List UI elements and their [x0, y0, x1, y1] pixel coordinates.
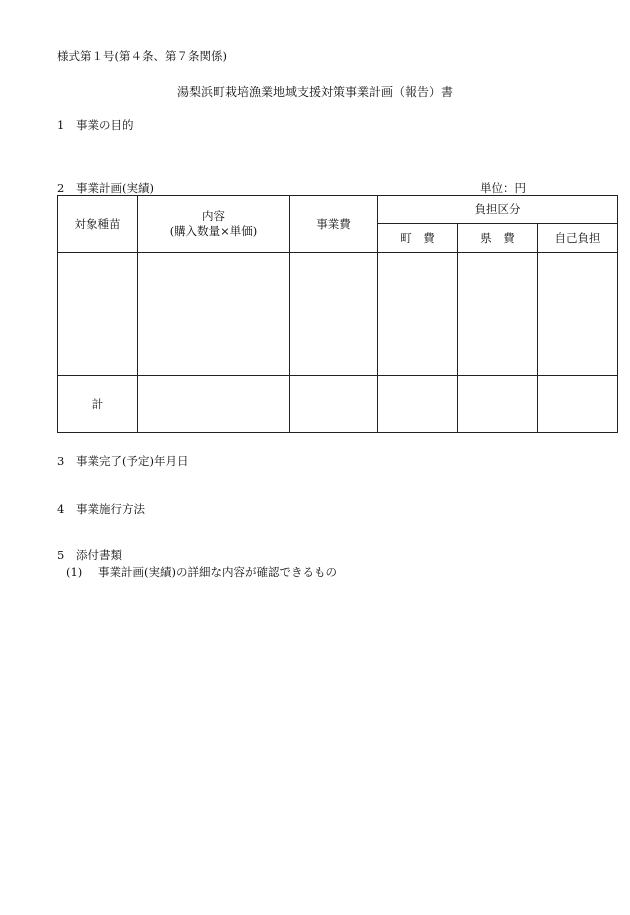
- section-number: 4: [57, 502, 65, 516]
- total-content[interactable]: [138, 376, 290, 433]
- table-row: [58, 253, 618, 376]
- total-label: 計: [58, 376, 138, 433]
- total-town[interactable]: [378, 376, 458, 433]
- unit-label: 単位：円: [480, 181, 526, 195]
- section-3-heading: [57, 453, 188, 469]
- header-project-cost: 事業費: [290, 196, 378, 253]
- total-prefecture[interactable]: [458, 376, 538, 433]
- total-cost[interactable]: [290, 376, 378, 433]
- section-number: 2: [57, 181, 65, 195]
- header-town-cost: 町 費: [378, 224, 458, 253]
- document-title: 湯梨浜町栽培漁業地域支援対策事業計画（報告）書: [176, 85, 453, 99]
- attachment-item: [66, 564, 337, 580]
- section-number: 3: [57, 454, 65, 468]
- cell-cost[interactable]: [290, 253, 378, 376]
- cell-prefecture[interactable]: [458, 253, 538, 376]
- header-cost-share: 負担区分: [378, 196, 618, 224]
- form-number: 様式第１号(第４条、第７条関係): [57, 49, 227, 63]
- section-label: 事業完了(予定)年月日: [76, 454, 189, 468]
- plan-table: [57, 195, 618, 433]
- header-self-burden: 自己負担: [538, 224, 618, 253]
- attachment-item-number: (1): [66, 565, 83, 579]
- section-number: 5: [57, 548, 65, 562]
- section-label: 事業施行方法: [76, 502, 145, 516]
- header-content-line2: (購入数量×単価): [169, 224, 258, 238]
- cell-species[interactable]: [58, 253, 138, 376]
- cell-self[interactable]: [538, 253, 618, 376]
- section-number: 1: [57, 118, 65, 132]
- section-label: 事業の目的: [76, 118, 134, 132]
- header-prefecture-cost: 県 費: [458, 224, 538, 253]
- section-1-heading: [57, 117, 134, 133]
- section-4-heading: [57, 501, 145, 517]
- header-content-line1: 内容: [202, 209, 225, 223]
- header-content: [138, 196, 290, 253]
- attachment-item-text: 事業計画(実績)の詳細な内容が確認できるもの: [98, 565, 337, 579]
- cell-content[interactable]: [138, 253, 290, 376]
- section-label: 添付書類: [76, 548, 122, 562]
- cell-town[interactable]: [378, 253, 458, 376]
- header-target-species: 対象種苗: [58, 196, 138, 253]
- section-2-heading: [57, 180, 154, 196]
- section-label: 事業計画(実績): [76, 181, 154, 195]
- total-self[interactable]: [538, 376, 618, 433]
- total-row: [58, 376, 618, 433]
- section-5-heading: [57, 547, 122, 563]
